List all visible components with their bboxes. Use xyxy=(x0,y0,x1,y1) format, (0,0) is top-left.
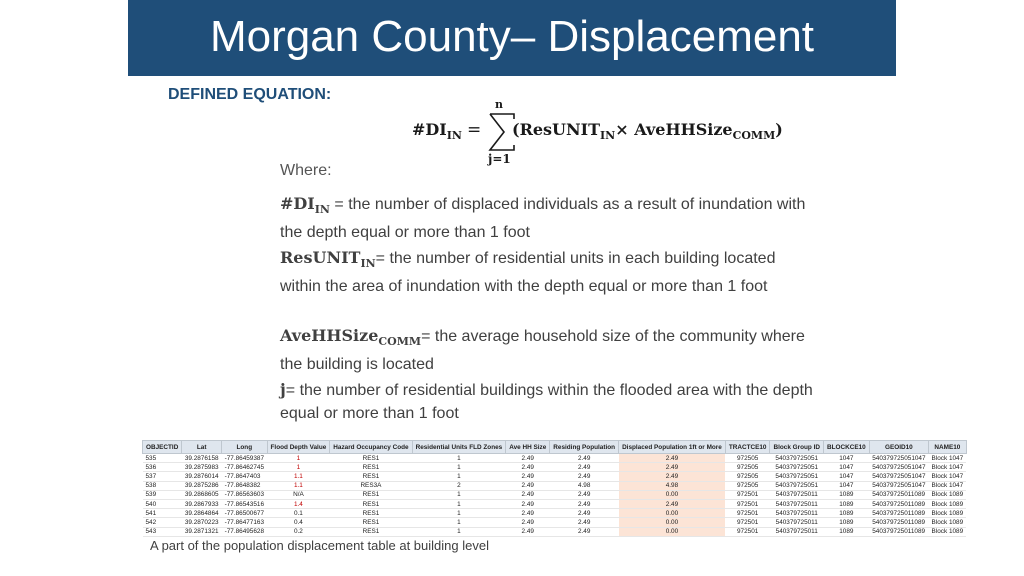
table-cell: 1 xyxy=(412,472,506,481)
table-cell: 1047 xyxy=(824,472,870,481)
table-cell: 39.2875286 xyxy=(182,481,222,490)
table-cell: Block 1047 xyxy=(929,463,967,472)
table-cell: RES1 xyxy=(330,527,412,536)
table-body xyxy=(143,454,967,537)
table-cell: 4.98 xyxy=(619,481,726,490)
table-row xyxy=(143,490,967,499)
table-cell: 39.2875983 xyxy=(182,463,222,472)
table-cell: 972505 xyxy=(725,454,770,463)
table-cell: 2.49 xyxy=(550,454,619,463)
table-cell: 1089 xyxy=(824,518,870,527)
table-cell: Block 1089 xyxy=(929,490,967,499)
table-cell: 540379725011 xyxy=(770,490,824,499)
table-cell: 540379725011089 xyxy=(869,490,928,499)
table-cell: 1 xyxy=(412,527,506,536)
table-cell: 39.2870223 xyxy=(182,518,222,527)
table-cell: 2.49 xyxy=(550,527,619,536)
table-cell: 1 xyxy=(267,463,330,472)
table-cell: 540379725051047 xyxy=(869,472,928,481)
table-cell: 535 xyxy=(143,454,182,463)
term-j: j xyxy=(280,380,286,399)
table-cell: 0.00 xyxy=(619,509,726,518)
table-cell: -77.86495628 xyxy=(222,527,267,536)
table-cell: 1089 xyxy=(824,490,870,499)
table-cell: 39.2867933 xyxy=(182,499,222,508)
table-row xyxy=(143,481,967,490)
table-cell: Block 1089 xyxy=(929,527,967,536)
table-cell: 2.49 xyxy=(506,527,550,536)
table-cell: -77.86563603 xyxy=(222,490,267,499)
table-cell: RES1 xyxy=(330,499,412,508)
table-cell: 1 xyxy=(412,499,506,508)
table-cell: 1 xyxy=(412,454,506,463)
table-cell: 538 xyxy=(143,481,182,490)
column-header: BLOCKCE10 xyxy=(824,441,870,454)
table-cell: 972501 xyxy=(725,490,770,499)
table-cell: 540379725051 xyxy=(770,463,824,472)
table-cell: RES1 xyxy=(330,509,412,518)
term-resunit: ResUNIT$_{IN}$ xyxy=(280,248,376,270)
where-label: Where: xyxy=(280,162,332,179)
table-row xyxy=(143,527,967,536)
table-cell: 540379725051 xyxy=(770,454,824,463)
column-header: Long xyxy=(222,441,267,454)
table-row xyxy=(143,463,967,472)
table-cell: 972505 xyxy=(725,481,770,490)
column-header: Block Group ID xyxy=(770,441,824,454)
table-cell: 0.00 xyxy=(619,518,726,527)
column-header: OBJECTID xyxy=(143,441,182,454)
section-label: DEFINED EQUATION: xyxy=(168,86,332,103)
column-header: Flood Depth Value xyxy=(267,441,330,454)
column-header: NAME10 xyxy=(929,441,967,454)
table-cell: Block 1047 xyxy=(929,481,967,490)
table-cell: 540379725011 xyxy=(770,527,824,536)
column-header: Hazard Occupancy Code xyxy=(330,441,412,454)
column-header: TRACTCE10 xyxy=(725,441,770,454)
table-cell: 1 xyxy=(412,463,506,472)
table-cell: 4.98 xyxy=(550,481,619,490)
definition-avehhsize: AveHHSize$_{COMM}$= the average household size of the community where the building is located xyxy=(280,326,805,373)
table-cell: 0.1 xyxy=(267,509,330,518)
table-cell: 2.49 xyxy=(550,509,619,518)
table-cell: 0.4 xyxy=(267,518,330,527)
table-cell: 540379725011089 xyxy=(869,527,928,536)
table-cell: 1.4 xyxy=(267,499,330,508)
table-cell: 39.2868605 xyxy=(182,490,222,499)
table-cell: 1 xyxy=(412,490,506,499)
table-cell: -77.8648382 xyxy=(222,481,267,490)
equation-rhs: (ResUNIT$_{IN}$× AveHHSize$_{COMM}$) xyxy=(512,120,783,142)
table-row xyxy=(143,499,967,508)
table-cell: -77.86500677 xyxy=(222,509,267,518)
table-cell: 2.49 xyxy=(550,472,619,481)
table-cell: 2.49 xyxy=(550,463,619,472)
table-cell: Block 1047 xyxy=(929,472,967,481)
table-cell: 1089 xyxy=(824,499,870,508)
table-cell: 1 xyxy=(267,454,330,463)
sum-lower-limit: j=1 xyxy=(488,152,511,166)
slide-title: Morgan County– Displacement xyxy=(209,12,815,61)
table-cell: RES1 xyxy=(330,454,412,463)
column-header: Ave HH Size xyxy=(506,441,550,454)
column-header: Residing Population xyxy=(550,441,619,454)
table-cell: 972501 xyxy=(725,518,770,527)
table-cell: Block 1089 xyxy=(929,509,967,518)
table-cell: 541 xyxy=(143,509,182,518)
table-header-row xyxy=(143,441,967,454)
term-di: $\#DI_{IN}$ xyxy=(280,194,330,216)
table-cell: 39.2876014 xyxy=(182,472,222,481)
table-cell: 2.49 xyxy=(619,463,726,472)
table-cell: -77.86462745 xyxy=(222,463,267,472)
table-cell: RES3A xyxy=(330,481,412,490)
table-cell: 39.2871321 xyxy=(182,527,222,536)
table-row xyxy=(143,518,967,527)
table-cell: 0.00 xyxy=(619,490,726,499)
table-cell: 540379725051 xyxy=(770,472,824,481)
table-cell: 2.49 xyxy=(506,509,550,518)
column-header: Lat xyxy=(182,441,222,454)
table-cell: 536 xyxy=(143,463,182,472)
definition-resunit: ResUNIT$_{IN}$= the number of residential units in each building located within the area of inundation with the depth equal or more than 1 foot xyxy=(280,248,776,295)
table-cell: 540379725011 xyxy=(770,518,824,527)
table-cell: 540379725051047 xyxy=(869,463,928,472)
equation-equals: = xyxy=(467,120,482,140)
table-cell: N/A xyxy=(267,490,330,499)
table-row xyxy=(143,472,967,481)
table-cell: 2.49 xyxy=(506,518,550,527)
table-cell: 540379725011 xyxy=(770,509,824,518)
table-cell: RES1 xyxy=(330,490,412,499)
table-cell: 540379725011089 xyxy=(869,499,928,508)
table-cell: 2.49 xyxy=(619,472,726,481)
definition-j: j= the number of residential buildings within the flooded area with the depth equal or more than 1 foot xyxy=(280,380,813,422)
table-cell: 542 xyxy=(143,518,182,527)
table-cell: 0.00 xyxy=(619,527,726,536)
table-cell: 1089 xyxy=(824,509,870,518)
table-cell: RES1 xyxy=(330,518,412,527)
table-cell: -77.86543516 xyxy=(222,499,267,508)
table-row xyxy=(143,509,967,518)
table-cell: 1 xyxy=(412,509,506,518)
table-cell: 1047 xyxy=(824,463,870,472)
table-cell: 539 xyxy=(143,490,182,499)
table-cell: 972505 xyxy=(725,463,770,472)
table-cell: Block 1089 xyxy=(929,499,967,508)
table-cell: RES1 xyxy=(330,463,412,472)
table-cell: 1.1 xyxy=(267,481,330,490)
column-header: Residential Units FLD Zones xyxy=(412,441,506,454)
table-cell: 972501 xyxy=(725,527,770,536)
table-cell: 2.49 xyxy=(506,490,550,499)
table-cell: -77.86459387 xyxy=(222,454,267,463)
table-cell: 2.49 xyxy=(550,490,619,499)
table-cell: 0.2 xyxy=(267,527,330,536)
table-cell: 540379725011089 xyxy=(869,518,928,527)
sum-upper-limit: n xyxy=(495,98,503,111)
table-cell: -77.8647403 xyxy=(222,472,267,481)
table-cell: 2 xyxy=(412,481,506,490)
table-cell: 972501 xyxy=(725,499,770,508)
title-bar xyxy=(128,0,896,76)
equation xyxy=(412,96,792,170)
table-cell: Block 1047 xyxy=(929,454,967,463)
table-cell: -77.86477163 xyxy=(222,518,267,527)
table-cell: 540379725011089 xyxy=(869,509,928,518)
table-cell: 39.2864864 xyxy=(182,509,222,518)
table-cell: 543 xyxy=(143,527,182,536)
definition-di: $\#DI_{IN}$ = the number of displaced individuals as a result of inundation with the depth equal or more than 1 foot xyxy=(280,194,806,241)
table-cell: Block 1089 xyxy=(929,518,967,527)
table-cell: 972501 xyxy=(725,509,770,518)
table-cell: 537 xyxy=(143,472,182,481)
table-cell: 1089 xyxy=(824,527,870,536)
column-header: GEOID10 xyxy=(869,441,928,454)
table-row xyxy=(143,454,967,463)
table-cell: 2.49 xyxy=(506,481,550,490)
table-cell: 2.49 xyxy=(619,454,726,463)
equation-lhs: $\#DI_{IN}$ xyxy=(412,120,462,142)
table-cell: 1 xyxy=(412,518,506,527)
table-cell: 39.2876158 xyxy=(182,454,222,463)
table-cell: 540 xyxy=(143,499,182,508)
term-avehhsize: AveHHSize$_{COMM}$ xyxy=(280,326,422,348)
table-cell: 2.49 xyxy=(506,499,550,508)
table-cell: 540379725051047 xyxy=(869,454,928,463)
table-cell: RES1 xyxy=(330,472,412,481)
table-cell: 1047 xyxy=(824,454,870,463)
table-cell: 2.49 xyxy=(550,518,619,527)
table-caption: A part of the population displacement table at building level xyxy=(150,538,489,553)
table-cell: 1047 xyxy=(824,481,870,490)
table-cell: 2.49 xyxy=(506,472,550,481)
table-cell: 1.1 xyxy=(267,472,330,481)
table-cell: 540379725011 xyxy=(770,499,824,508)
table-cell: 540379725051047 xyxy=(869,481,928,490)
table-cell: 2.49 xyxy=(550,499,619,508)
table-cell: 972505 xyxy=(725,472,770,481)
column-header: Displaced Population 1ft or More xyxy=(619,441,726,454)
table-cell: 540379725051 xyxy=(770,481,824,490)
table-cell: 2.49 xyxy=(619,499,726,508)
table-cell: 2.49 xyxy=(506,454,550,463)
table-cell: 2.49 xyxy=(506,463,550,472)
displacement-table xyxy=(142,440,967,537)
